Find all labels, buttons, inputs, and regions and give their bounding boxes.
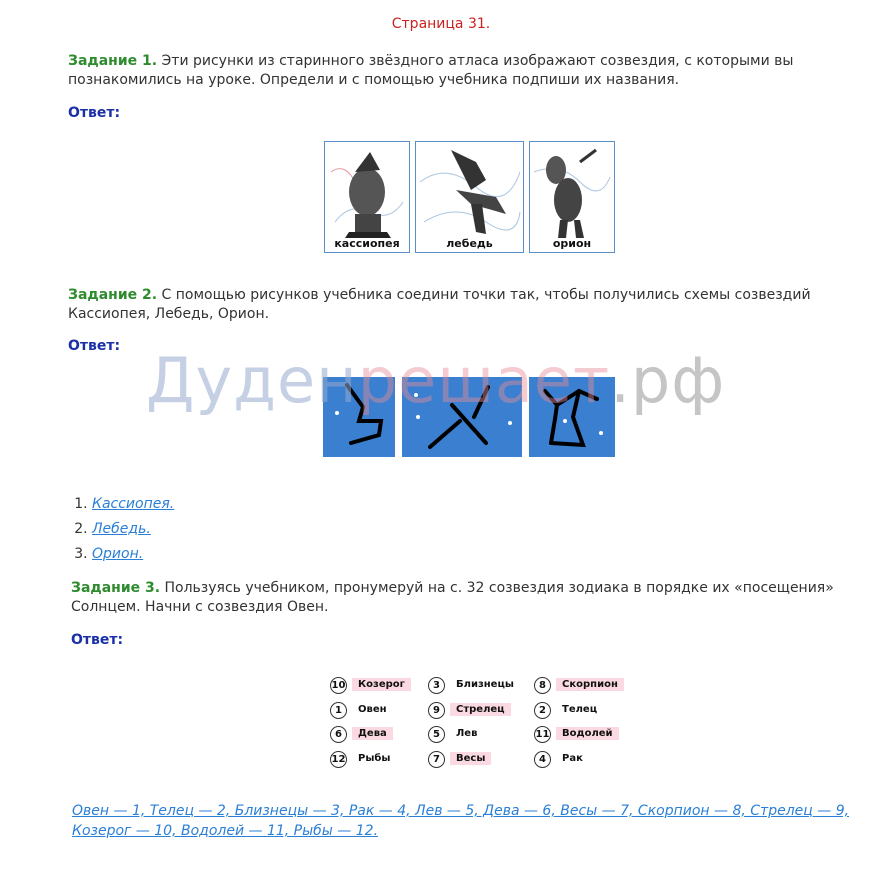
zodiac-number: 10 <box>330 677 347 694</box>
task-3-text: Пользуясь учебником, пронумеруй на с. 32 созвездия зодиака в порядке их «посещения» Солнцем. Начни с созвездия Овен. <box>71 580 834 615</box>
page-title: Страница 31. <box>391 16 491 32</box>
cassiopeia-scheme <box>323 377 395 457</box>
cygnus-caption: лебедь <box>446 237 493 250</box>
task-2-answer-label: Ответ: <box>68 338 121 354</box>
cygnus-lines-icon <box>402 377 522 457</box>
answer-link-cygnus[interactable]: Лебедь. <box>92 521 151 537</box>
task-1-answer-label: Ответ: <box>68 105 121 121</box>
watermark-part-2: решает <box>357 344 611 417</box>
zodiac-name: Овен <box>358 704 387 715</box>
zodiac-number: 11 <box>534 726 551 743</box>
zodiac-number: 12 <box>330 751 347 768</box>
task-1-heading: Задание 1. <box>68 53 158 69</box>
task-2 <box>68 286 858 324</box>
orion-lines-icon <box>529 377 615 457</box>
zodiac-number: 3 <box>428 677 445 694</box>
zodiac-number: 4 <box>534 751 551 768</box>
zodiac-name: Водолей <box>556 727 619 740</box>
zodiac-name: Скорпион <box>556 678 624 691</box>
list-item <box>92 517 174 542</box>
zodiac-name: Козерог <box>352 678 411 691</box>
cassiopeia-atlas-image <box>324 141 410 253</box>
zodiac-name: Дева <box>352 727 393 740</box>
zodiac-number: 9 <box>428 702 445 719</box>
zodiac-name: Телец <box>562 704 598 715</box>
zodiac-table <box>326 672 622 778</box>
task-2-text: С помощью рисунков учебника соедини точки так, чтобы получились схемы созвездий Кассиопея, Лебедь, Орион. <box>68 287 811 322</box>
zodiac-number: 6 <box>330 726 347 743</box>
zodiac-name: Рыбы <box>358 753 391 764</box>
orion-caption: орион <box>552 237 592 250</box>
answer-link-cassiopeia[interactable]: Кассиопея. <box>92 496 175 512</box>
zodiac-number: 8 <box>534 677 551 694</box>
cassiopeia-lines-icon <box>323 377 395 457</box>
zodiac-name: Лев <box>456 728 478 739</box>
orion-scheme <box>529 377 615 457</box>
zodiac-number: 5 <box>428 726 445 743</box>
zodiac-number: 2 <box>534 702 551 719</box>
list-item <box>92 542 174 567</box>
task-1-text: Эти рисунки из старинного звёздного атласа изображают созвездия, с которыми вы познакомились на уроке. Определи и с помощью учебника подпиши их названия. <box>68 53 794 88</box>
cygnus-atlas-image <box>415 141 524 253</box>
answer-summary-link[interactable]: Овен — 1, Телец — 2, Близнецы — 3, Рак — 4, Лев — 5, Дева — 6, Весы — 7, Скорпион — 8, Стрелец — 9, Козерог — 10, Водолей — 11, Рыбы — 12. <box>72 803 850 839</box>
orion-atlas-image <box>529 141 615 253</box>
task-2-answer-list <box>70 492 174 567</box>
task-1 <box>68 52 868 90</box>
zodiac-name: Весы <box>450 752 491 765</box>
task-3-answer-label: Ответ: <box>71 632 124 648</box>
task-3 <box>71 579 861 617</box>
answer-link-orion[interactable]: Орион. <box>92 546 144 562</box>
zodiac-name: Рак <box>562 753 583 764</box>
zodiac-number: 7 <box>428 751 445 768</box>
orion-figure-icon <box>530 142 614 252</box>
zodiac-number: 1 <box>330 702 347 719</box>
zodiac-name: Близнецы <box>456 679 514 690</box>
task-3-heading: Задание 3. <box>71 580 161 596</box>
list-item <box>92 492 174 517</box>
cassiopeia-caption: кассиопея <box>334 237 400 250</box>
task-3-summary <box>72 801 862 841</box>
zodiac-name: Стрелец <box>450 703 511 716</box>
cassiopeia-figure-icon <box>325 142 409 252</box>
watermark-part-1: Дуден <box>146 344 358 417</box>
watermark-part-3: .рф <box>610 344 726 417</box>
task-2-heading: Задание 2. <box>68 287 158 303</box>
cygnus-scheme <box>402 377 522 457</box>
cygnus-figure-icon <box>416 142 523 252</box>
